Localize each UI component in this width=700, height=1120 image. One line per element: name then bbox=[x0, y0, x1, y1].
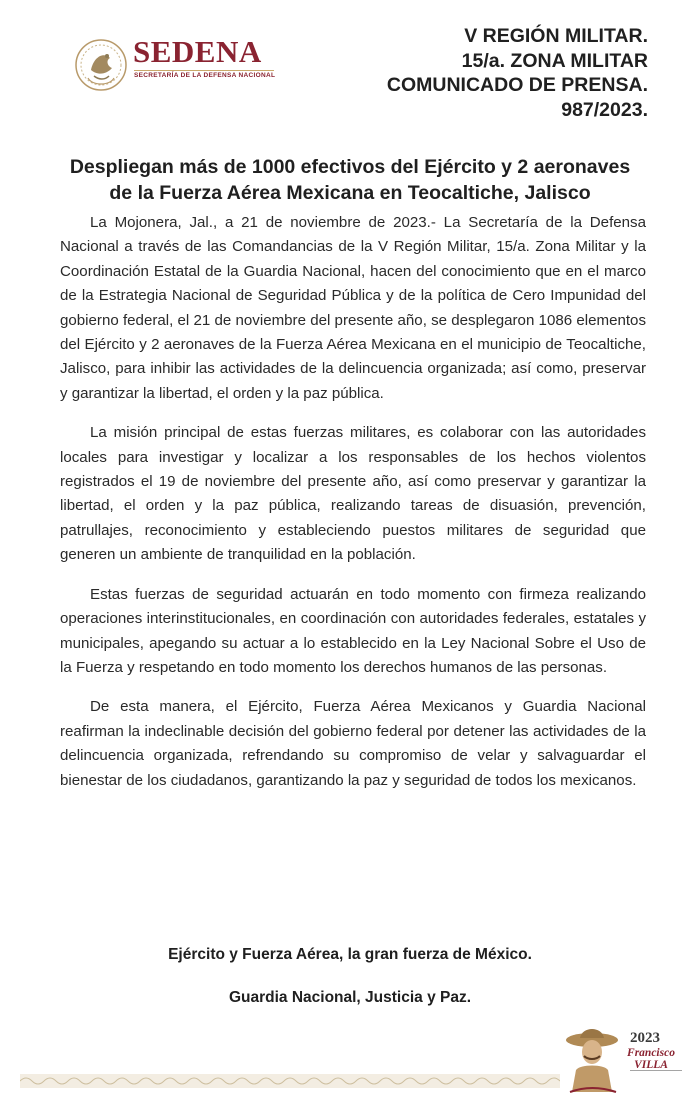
headline-line-1: Despliegan más de 1000 efectivos del Ejército y 2 aeronaves bbox=[69, 156, 631, 178]
brand-divider bbox=[134, 70, 274, 71]
region-line: V REGIÓN MILITAR. bbox=[464, 25, 648, 47]
release-number: 987/2023. bbox=[561, 98, 648, 121]
villa-name: Francisco VILLA bbox=[627, 1047, 675, 1071]
article-body bbox=[60, 211, 646, 808]
paragraph: Estas fuerzas de seguridad actuarán en todo momento con firmeza realizando operaciones interinstitucionales, en coordinación con autoridades federales, estatales y municipales, apegando su actuar a lo establecido en la Ley Nacional Sobre el Uso de la Fuerza y respetando en todo momento los derechos humanos de las personas. bbox=[60, 585, 646, 676]
release-type-line: COMUNICADO DE PRENSA. bbox=[386, 74, 648, 96]
villa-year: 2023 bbox=[630, 1030, 660, 1046]
brand-name: SEDENA bbox=[133, 34, 262, 69]
paragraph: La misión principal de estas fuerzas militares, es colaborar con las autoridades locales para investigar y localizar a los responsables de los hechos violentos registrados el 19 de noviembre del presente año, así como preservar y garantizar la libertad, el orden y la paz pública, realizando tareas de disuasión, prevención, patrullajes, reconocimiento y estableciendo puestos militares de seguridad que generen un ambiente de tranquilidad en la población. bbox=[60, 424, 646, 564]
decorative-border-band-icon bbox=[20, 1074, 560, 1088]
mexican-eagle-seal-icon bbox=[74, 30, 128, 100]
zone-line: 15/a. ZONA MILITAR bbox=[461, 49, 648, 72]
headline bbox=[40, 154, 660, 206]
sedena-logo bbox=[74, 30, 274, 105]
villa-underline bbox=[630, 1070, 682, 1075]
army-slogan: Ejército y Fuerza Aérea, la gran fuerza de México. bbox=[168, 946, 532, 963]
guard-slogan: Guardia Nacional, Justicia y Paz. bbox=[228, 989, 472, 1006]
release-header bbox=[328, 24, 648, 122]
headline-line-2: de la Fuerza Aérea Mexicana en Teocaltiche, Jalisco bbox=[109, 182, 591, 204]
brand-subtitle: SECRETARÍA DE LA DEFENSA NACIONAL bbox=[134, 72, 276, 79]
paragraph: La Mojonera, Jal., a 21 de noviembre de 2023.- La Secretaría de la Defensa Nacional a través de las Comandancias de la V Región Militar, 15/a. Zona Militar y la Coordinación Estatal de la Guardia Nacional, hacen del conocimiento que en el marco de la Estrategia Nacional de Seguridad Pública y de la política de Cero Impunidad del gobierno federal, el 21 de noviembre del presente año, se desplegaron 1086 elementos del Ejército y 2 aeronaves de la Fuerza Aérea Mexicana en el municipio de Teocaltiche, Jalisco, para inhibir las actividades de la delincuencia organizada; así como, preservar y garantizar la libertad, el orden y la paz pública. bbox=[60, 214, 646, 402]
paragraph: De esta manera, el Ejército, Fuerza Aérea Mexicanos y Guardia Nacional reafirman la indeclinable decisión del gobierno federal por detener las actividades de la delincuencia organizada, refrendando su compromiso de velar y salvaguardar el bienestar de los ciudadanos, garantizando la paz y seguridad de todos los mexicanos. bbox=[60, 698, 646, 789]
